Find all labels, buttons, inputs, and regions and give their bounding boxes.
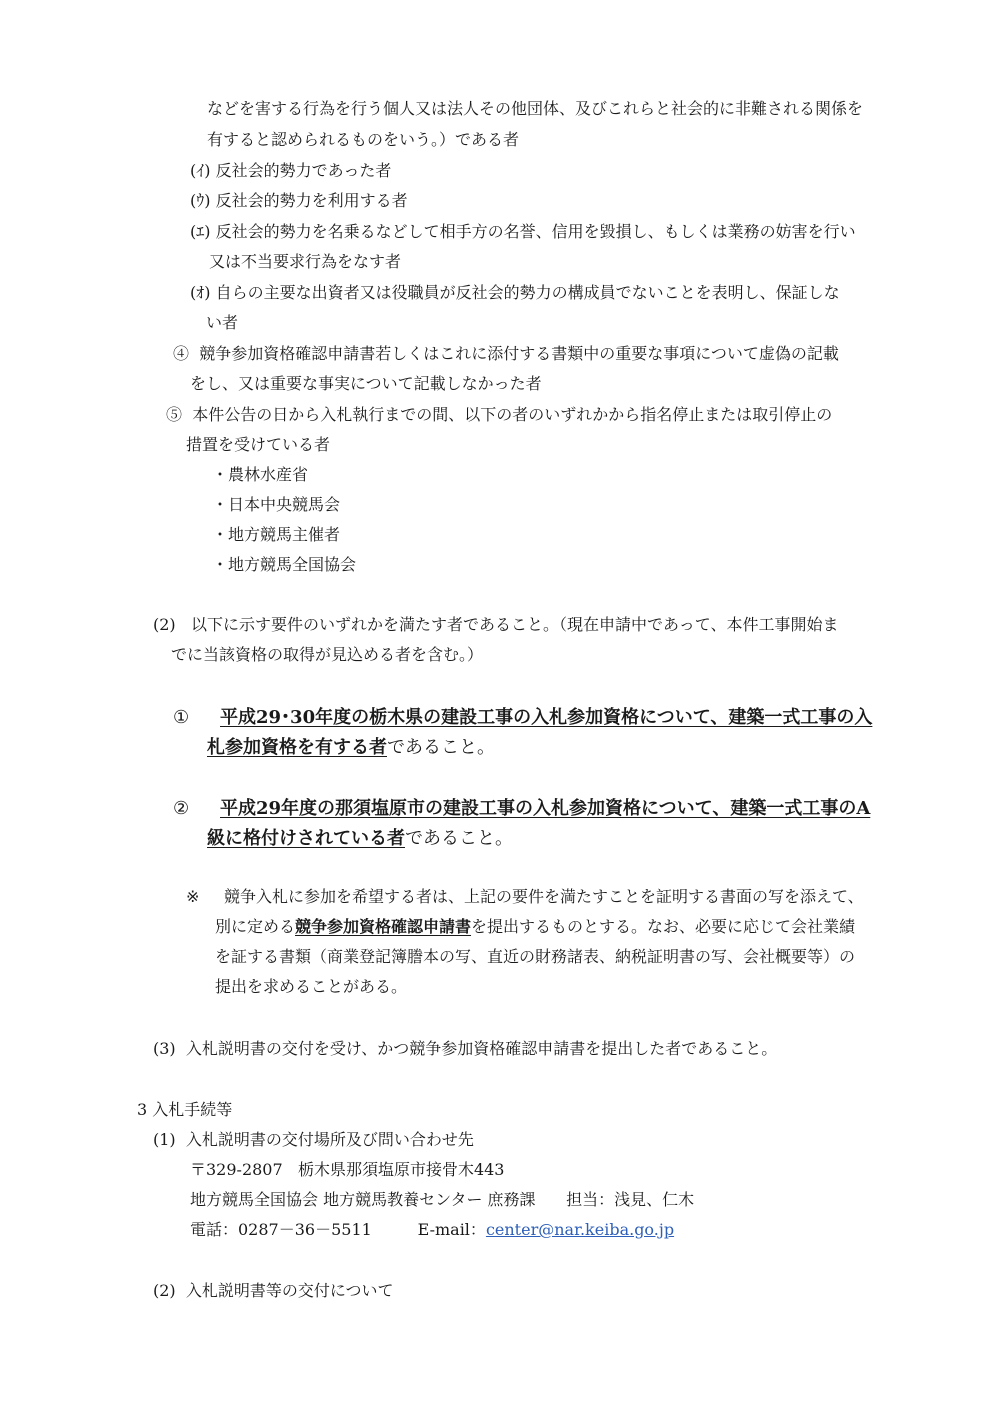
item-o	[190, 282, 840, 304]
definition-continuation-line-2: 有すると認められるものをいう。）である者	[207, 130, 520, 149]
item-o-text-line-2: い者	[206, 313, 239, 332]
item-e	[190, 221, 856, 243]
email-link[interactable]: center@nar.keiba.go.jp	[485, 1220, 675, 1239]
subsection-2	[153, 1280, 394, 1302]
note-line-2-post: を提出するものとする。なお、必要に応じて会社業績	[471, 917, 856, 936]
postal-code: 〒329-2807	[190, 1160, 283, 1179]
contact-person: 担当：浅見、仁木	[566, 1190, 695, 1209]
condition-1-mark: ①	[173, 707, 190, 728]
condition-2-line-1: 平成29年度の那須塩原市の建設工事の入札参加資格について、建築一式工事のA	[220, 798, 871, 819]
item-i-mark: (ｲ)	[190, 161, 211, 180]
item-4-mark: ④	[173, 344, 190, 363]
note-line-3: を証する書類（商業登記簿謄本の写、直近の財務諸表、納税証明書の写、会社概要等）の	[215, 947, 856, 966]
postal-address-line	[190, 1159, 504, 1181]
condition-1-line-2	[207, 736, 495, 760]
condition-2-line-2	[207, 827, 513, 851]
item-5-text-line-2: 措置を受けている者	[186, 435, 331, 454]
note-line-2-doc-name: 競争参加資格確認申請書	[295, 917, 472, 936]
item-i	[190, 160, 391, 182]
section-3-heading: 3 入札手続等	[137, 1100, 233, 1119]
subsection-1-title: 入札説明書の交付場所及び問い合わせ先	[185, 1130, 474, 1149]
note-line-4: 提出を求めることがある。	[215, 977, 408, 996]
requirement-2-mark: (2)	[153, 615, 176, 634]
item-4	[173, 343, 839, 365]
subsection-1-mark: (1)	[153, 1130, 176, 1149]
condition-1-underlined: 札参加資格を有する者	[207, 737, 387, 758]
condition-2-rest: であること。	[405, 828, 513, 849]
item-e-text-line-1: 反社会的勢力を名乗るなどして相手方の名誉、信用を毀損し、もしくは業務の妨害を行い	[215, 222, 856, 241]
item-u-text: 反社会的勢力を利用する者	[215, 191, 408, 210]
org-list-item: ・地方競馬全国協会	[212, 555, 357, 574]
item-5-text-line-1: 本件公告の日から入札執行までの間、以下の者のいずれかから指名停止または取引停止の	[192, 405, 833, 424]
requirement-3-text: 入札説明書の交付を受け、かつ競争参加資格確認申請書を提出した者であること。	[185, 1039, 778, 1058]
subsection-1	[153, 1129, 474, 1151]
subsection-2-mark: (2)	[153, 1281, 176, 1300]
requirement-3	[153, 1038, 777, 1060]
contact-line	[190, 1219, 674, 1241]
item-4-text-line-1: 競争参加資格確認申請書若しくはこれに添付する書類中の重要な事項について虚偽の記載	[199, 344, 839, 363]
item-e-text-line-2: 又は不当要求行為をなす者	[209, 252, 402, 271]
item-o-text-line-1: 自らの主要な出資者又は役職員が反社会的勢力の構成員でないことを表明し、保証しな	[215, 283, 840, 302]
phone: 電話：0287－36－5511	[190, 1220, 372, 1239]
item-5	[166, 404, 832, 426]
condition-1-line-1: 平成29･30年度の栃木県の建設工事の入札参加資格について、建築一式工事の入	[220, 707, 873, 728]
item-5-mark: ⑤	[166, 405, 183, 424]
org-list-item: ・日本中央競馬会	[212, 495, 341, 514]
item-4-text-line-2: をし、又は重要な事実について記載しなかった者	[190, 374, 542, 393]
note-line-1: 競争入札に参加を希望する者は、上記の要件を満たすことを証明する書面の写を添えて、	[224, 887, 864, 906]
requirement-2	[153, 614, 838, 636]
item-o-mark: (ｵ)	[190, 283, 211, 302]
organization-line	[190, 1189, 694, 1211]
requirement-2-text-line-2: でに当該資格の取得が見込める者を含む。）	[171, 645, 484, 664]
email-label: E-mail：	[417, 1220, 486, 1239]
note-line-2	[215, 916, 855, 938]
condition-2-mark: ②	[173, 798, 190, 819]
note-mark: ※	[186, 887, 200, 906]
note-line-2-pre: 別に定める	[215, 917, 296, 936]
definition-continuation-line-1: などを害する行為を行う個人又は法人その他団体、及びこれらと社会的に非難される関係を	[207, 99, 864, 118]
org-list-item: ・農林水産省	[212, 465, 309, 484]
condition-1-rest: であること。	[387, 737, 495, 758]
organization: 地方競馬全国協会 地方競馬教養センター 庶務課	[190, 1190, 536, 1209]
address: 栃木県那須塩原市接骨木443	[297, 1160, 505, 1179]
org-list-item: ・地方競馬主催者	[212, 525, 341, 544]
subsection-2-title: 入札説明書等の交付について	[185, 1281, 394, 1300]
item-u	[190, 190, 408, 212]
requirement-3-mark: (3)	[153, 1039, 176, 1058]
item-u-mark: (ｳ)	[190, 191, 211, 210]
condition-2-underlined: 級に格付けされている者	[207, 828, 405, 849]
requirement-2-text-line-1: 以下に示す要件のいずれかを満たす者であること。（現在申請中であって、本件工事開始ま	[190, 615, 839, 634]
item-i-text: 反社会的勢力であった者	[215, 161, 392, 180]
item-e-mark: (ｴ)	[190, 222, 211, 241]
